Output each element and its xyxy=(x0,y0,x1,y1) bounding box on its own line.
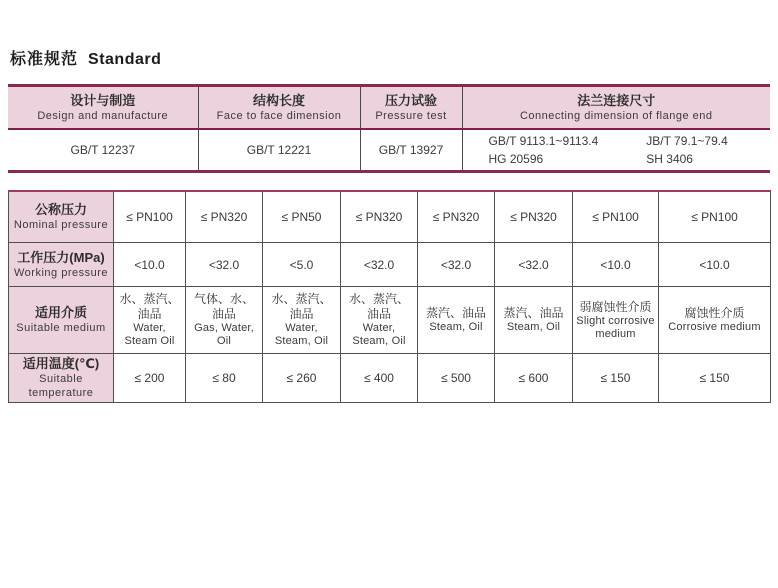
nominal-pressure-cell: ≤ PN320 xyxy=(341,191,418,243)
value-flange-standards xyxy=(462,129,770,172)
header-face-en: Face to face dimension xyxy=(216,109,342,122)
header-flange-zh: 法兰连接尺寸 xyxy=(577,92,656,108)
suitable-temperature-cell: ≤ 150 xyxy=(573,354,659,403)
flange-standards-group xyxy=(467,134,767,167)
rowhead-temp-en: Suitable temperature xyxy=(28,373,94,399)
suitable-medium-cell xyxy=(263,287,341,354)
standards-header-row xyxy=(8,86,770,130)
row-suitable-temperature xyxy=(9,354,771,403)
medium-zh: 气体、水、油品 xyxy=(193,292,254,321)
working-pressure-cell: <10.0 xyxy=(659,243,771,287)
page-title xyxy=(10,46,161,69)
medium-en: Steam, Oil xyxy=(506,321,561,333)
working-pressure-cell: <10.0 xyxy=(573,243,659,287)
rowhead-working-zh: 工作压力(MPa) xyxy=(17,249,105,265)
suitable-temperature-cell: ≤ 80 xyxy=(186,354,263,403)
rowhead-suitable-medium xyxy=(9,287,114,354)
suitable-temperature-cell: ≤ 500 xyxy=(418,354,495,403)
medium-en: Water, Steam, Oil xyxy=(274,322,329,347)
suitable-medium-cell xyxy=(659,287,771,354)
rowhead-suitable-temperature xyxy=(9,354,114,403)
working-pressure-cell: <32.0 xyxy=(418,243,495,287)
suitable-medium-cell xyxy=(114,287,186,354)
header-pressure-en: Pressure test xyxy=(375,109,447,122)
suitable-medium-cell xyxy=(418,287,495,354)
medium-zh: 蒸汽、油品 xyxy=(503,306,564,320)
nominal-pressure-cell: ≤ PN100 xyxy=(114,191,186,243)
standards-value-row xyxy=(8,129,770,172)
suitable-temperature-cell: ≤ 200 xyxy=(114,354,186,403)
suitable-temperature-cell: ≤ 150 xyxy=(659,354,771,403)
medium-en: Steam, Oil xyxy=(429,321,483,333)
medium-en: Water, Steam Oil xyxy=(124,322,175,347)
page-title-zh: 标准规范 xyxy=(10,51,79,68)
header-face-zh: 结构长度 xyxy=(252,92,305,108)
rowhead-temp-zh: 适用温度(℃) xyxy=(22,356,100,371)
rowhead-nominal-pressure xyxy=(9,191,114,243)
suitable-temperature-cell: ≤ 400 xyxy=(341,354,418,403)
nominal-pressure-cell: ≤ PN320 xyxy=(418,191,495,243)
flange-standard-hg: HG 20596 xyxy=(488,151,544,166)
flange-standard-sh: SH 3406 xyxy=(646,151,693,166)
medium-zh: 水、蒸汽、油品 xyxy=(119,292,180,321)
flange-standard-gbt: GB/T 9113.1~9113.4 xyxy=(488,133,599,148)
working-pressure-cell: <10.0 xyxy=(114,243,186,287)
row-suitable-medium xyxy=(9,287,771,354)
nominal-pressure-cell: ≤ PN100 xyxy=(659,191,771,243)
header-design-en: Design and manufacture xyxy=(37,109,169,122)
header-pressure-test xyxy=(360,86,462,130)
nominal-pressure-cell: ≤ PN320 xyxy=(186,191,263,243)
value-design-standard: GB/T 12237 xyxy=(70,143,135,157)
medium-zh: 水、蒸汽、油品 xyxy=(348,292,409,321)
suitable-medium-cell xyxy=(495,287,573,354)
working-pressure-cell: <32.0 xyxy=(341,243,418,287)
rowhead-medium-en: Suitable medium xyxy=(16,322,106,334)
page-title-en: Standard xyxy=(88,51,162,68)
suitable-medium-cell xyxy=(341,287,418,354)
header-face-to-face xyxy=(198,86,360,130)
medium-en: Water, Steam, Oil xyxy=(352,322,406,347)
working-pressure-cell: <32.0 xyxy=(186,243,263,287)
medium-en: Gas, Water, Oil xyxy=(194,322,254,347)
row-nominal-pressure xyxy=(9,191,771,243)
medium-en: Corrosive medium xyxy=(668,321,761,333)
header-design-manufacture xyxy=(8,86,198,130)
suitable-temperature-cell: ≤ 600 xyxy=(495,354,573,403)
suitable-temperature-cell: ≤ 260 xyxy=(263,354,341,403)
medium-zh: 腐蚀性介质 xyxy=(684,306,745,320)
value-pressure-standard: GB/T 13927 xyxy=(360,129,462,172)
spec-table xyxy=(8,190,771,403)
flange-standards-col-1 xyxy=(489,134,599,167)
rowhead-nominal-zh: 公称压力 xyxy=(34,202,87,217)
suitable-medium-cell xyxy=(186,287,263,354)
standards-table xyxy=(8,84,770,173)
header-pressure-zh: 压力试验 xyxy=(384,92,437,108)
nominal-pressure-cell: ≤ PN100 xyxy=(573,191,659,243)
flange-standard-jbt: JB/T 79.1~79.4 xyxy=(646,133,728,148)
medium-zh: 水、蒸汽、油品 xyxy=(271,292,332,321)
rowhead-working-pressure xyxy=(9,243,114,287)
medium-en: Slight corrosive medium xyxy=(576,314,655,340)
value-face-standard: GB/T 12221 xyxy=(198,129,360,172)
flange-standards-col-2 xyxy=(646,134,728,167)
medium-zh: 弱腐蚀性介质 xyxy=(579,299,652,314)
header-flange-en: Connecting dimension of flange end xyxy=(519,109,713,122)
working-pressure-cell: <5.0 xyxy=(263,243,341,287)
row-working-pressure xyxy=(9,243,771,287)
header-flange-dimension xyxy=(462,86,770,130)
nominal-pressure-cell: ≤ PN320 xyxy=(495,191,573,243)
suitable-medium-cell xyxy=(573,287,659,354)
medium-zh: 蒸汽、油品 xyxy=(425,306,486,320)
header-design-zh: 设计与制造 xyxy=(70,92,136,108)
rowhead-working-en: Working pressure xyxy=(14,266,108,279)
nominal-pressure-cell: ≤ PN50 xyxy=(263,191,341,243)
working-pressure-cell: <32.0 xyxy=(495,243,573,287)
rowhead-nominal-en: Nominal pressure xyxy=(13,219,109,231)
rowhead-medium-zh: 适用介质 xyxy=(34,305,87,320)
